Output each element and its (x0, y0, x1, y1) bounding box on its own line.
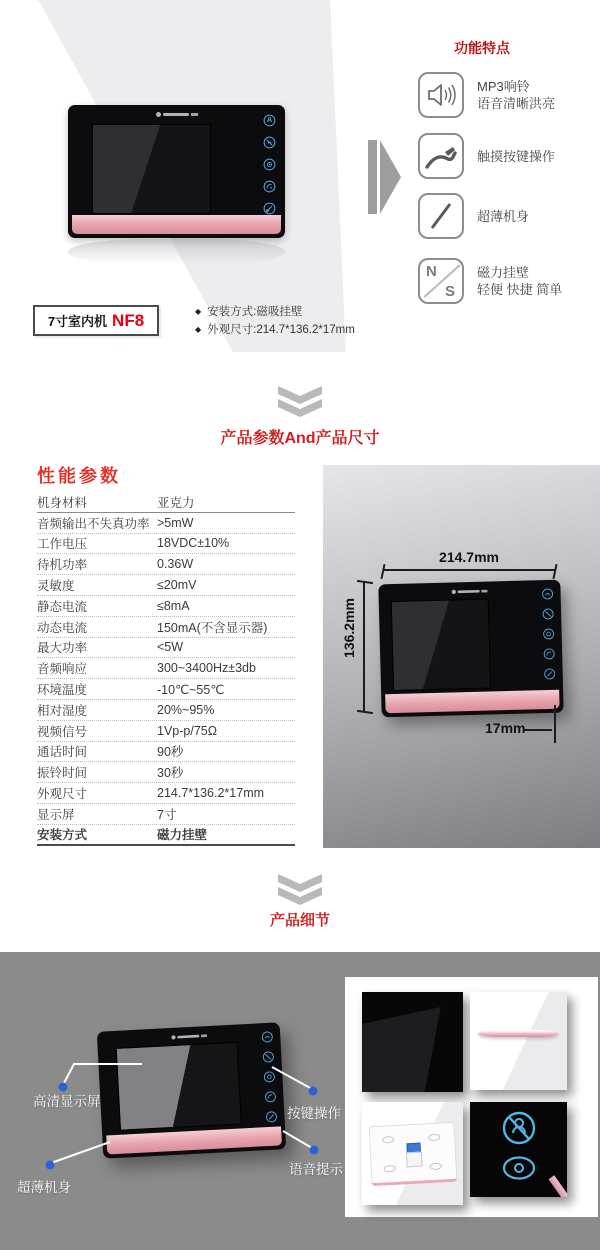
depth-dimension-label: 17mm (485, 720, 526, 736)
diamond-bullet-icon: ◆ (195, 307, 202, 316)
spec-label: 安装方式 (37, 828, 88, 843)
spec-value: 1Vp-p/75Ω (157, 723, 218, 738)
spec-value: 亚克力 (157, 495, 195, 510)
touch-button-column (261, 1031, 278, 1124)
back-panel (368, 1122, 457, 1186)
specs-title: 性能参数 (37, 466, 121, 486)
specs-table (37, 492, 295, 846)
callout-label-voice: 语音提示 (289, 1162, 343, 1177)
spec-value: -10℃~55℃ (157, 682, 225, 697)
bullet-line (195, 321, 355, 339)
double-chevron-down-icon (277, 386, 323, 418)
section-title-params: 产品参数And产品尺寸 (220, 430, 380, 447)
spec-label: 动态电流 (37, 620, 88, 635)
spec-label: 工作电压 (37, 537, 88, 552)
spec-label: 静态电流 (37, 599, 88, 614)
spec-row (37, 617, 295, 638)
spec-row (37, 700, 295, 721)
touch-button-column (263, 114, 276, 215)
monitor-touch-icon (263, 1071, 276, 1084)
spec-value: 18VDC±10% (157, 536, 230, 551)
height-dimension-label: 136.2mm (341, 598, 357, 658)
magnet-n-letter: N (426, 263, 437, 280)
magnet-ns-icon (418, 258, 464, 304)
mute-touch-icon (542, 608, 554, 620)
callout-label-screen: 高清显示屏 (33, 1094, 101, 1109)
device-screen (391, 599, 491, 692)
width-dimension-label: 214.7mm (439, 549, 499, 565)
spec-value: ≤20mV (157, 578, 197, 593)
diamond-bullet-icon: ◆ (195, 325, 202, 334)
spec-row (37, 596, 295, 617)
spec-label: 相对湿度 (37, 703, 88, 718)
feature-text (477, 208, 529, 225)
spec-row (37, 721, 295, 742)
model-code: NF8 (112, 310, 145, 330)
brand-logo (171, 1034, 207, 1040)
spec-row (37, 762, 295, 783)
spec-row (37, 825, 295, 846)
spec-row (37, 783, 295, 804)
unlock-touch-icon (541, 588, 553, 600)
monitor-touch-icon (542, 628, 554, 640)
spec-label: 机身材料 (37, 495, 88, 510)
mute-touch-icon (263, 136, 276, 149)
spec-label: 待机功率 (37, 558, 88, 573)
feature-item-slim (418, 193, 529, 239)
talk-touch-icon (543, 648, 555, 660)
dimension-figure (323, 465, 600, 848)
spec-row (37, 534, 295, 555)
key-touch-icon (263, 202, 276, 215)
talk-touch-icon (264, 1091, 277, 1104)
spec-value: 20%~95% (157, 702, 215, 717)
spec-value: 7寸 (157, 807, 177, 822)
key-touch-icon (544, 668, 556, 680)
key-touch-icon (265, 1111, 278, 1124)
touch-icons-closeup-photo (470, 1102, 567, 1197)
unlock-touch-icon (261, 1031, 274, 1044)
dimension-device-photo (378, 580, 563, 718)
feature-text (477, 78, 555, 112)
spec-row (37, 742, 295, 763)
model-name: 7寸室内机 (47, 314, 108, 329)
touch-hand-icon (418, 133, 464, 179)
talk-touch-icon (263, 180, 276, 193)
model-label-box (33, 305, 159, 336)
spec-label: 音频响应 (37, 662, 88, 677)
spec-row (37, 492, 295, 513)
features-title: 功能特点 (454, 40, 510, 56)
spec-value: 150mA(不含显示器) (157, 620, 268, 635)
feature-line: 磁力挂壁 (477, 265, 530, 280)
pink-base (72, 215, 281, 234)
screen-closeup-photo (362, 992, 463, 1092)
feature-text (477, 148, 555, 165)
unlock-touch-icon (263, 114, 276, 127)
feature-line: MP3响铃 (477, 79, 530, 94)
feature-item-touch (418, 133, 555, 179)
brand-logo (452, 589, 488, 594)
brand-logo (156, 112, 198, 117)
spec-label: 外观尺寸 (37, 787, 88, 802)
spec-value: 30秒 (157, 766, 184, 781)
spec-row (37, 804, 295, 825)
spec-label: 最大功率 (37, 641, 88, 656)
back-panel-photo (362, 1102, 463, 1205)
spec-label: 灵敏度 (37, 579, 75, 594)
bullet-line (195, 303, 355, 321)
magnet-s-letter: S (444, 283, 455, 300)
spec-label: 显示屏 (37, 807, 75, 822)
spec-value: 214.7*136.2*17mm (157, 786, 265, 801)
spec-value: 300~3400Hz±3db (157, 661, 256, 676)
spec-row (37, 575, 295, 596)
feature-line: 触摸按键操作 (477, 148, 556, 164)
detail-device-photo (97, 1022, 286, 1158)
detail-photo-panel (345, 977, 598, 1217)
feature-text (477, 264, 562, 298)
spec-row (37, 679, 295, 700)
hero-bullets (195, 303, 355, 339)
spec-label: 音频输出不失真功率 (37, 516, 150, 531)
device-reflection (68, 239, 285, 265)
spec-row (37, 513, 295, 534)
feature-item-magnet (418, 258, 562, 304)
callout-label-slim: 超薄机身 (17, 1180, 71, 1195)
touch-button-column (541, 588, 555, 680)
monitor-touch-icon (263, 158, 276, 171)
double-chevron-down-icon (277, 874, 323, 906)
bullet-text: 安装方式:磁吸挂壁 (207, 306, 303, 318)
spec-value: ≤8mA (157, 598, 190, 613)
spec-label: 环境温度 (37, 683, 88, 698)
speaker-icon (418, 72, 464, 118)
feature-line: 轻便 快捷 简单 (477, 282, 563, 297)
height-dimension-line (363, 582, 365, 712)
spec-value: 90秒 (157, 745, 184, 760)
hero-device-photo (68, 105, 285, 238)
spec-value: >5mW (157, 515, 194, 530)
arrow-bar (368, 140, 377, 214)
device-side-profile (478, 1030, 559, 1037)
device-screen (92, 124, 211, 214)
connector-slot (406, 1152, 423, 1168)
device-screen (116, 1042, 242, 1131)
arrow-right-icon (380, 140, 401, 214)
spec-row (37, 554, 295, 575)
slim-side-photo (470, 992, 567, 1090)
spec-row (37, 658, 295, 679)
feature-line: 语音清晰洪亮 (477, 96, 556, 111)
pink-base (106, 1126, 282, 1154)
bullet-text: 外观尺寸:214.7*136.2*17mm (207, 324, 355, 336)
section-title-details: 产品细节 (269, 912, 330, 929)
depth-dimension-line (554, 705, 556, 743)
feature-item-mp3 (418, 72, 555, 118)
spec-label: 通话时间 (37, 745, 88, 760)
callout-label-buttons: 按键操作 (287, 1106, 341, 1121)
spec-label: 视频信号 (37, 724, 88, 739)
spec-value: 0.36W (157, 557, 194, 572)
spec-value: 磁力挂壁 (157, 828, 208, 843)
mute-touch-icon (262, 1051, 275, 1064)
feature-line: 超薄机身 (477, 208, 530, 224)
slim-body-icon (418, 193, 464, 239)
pink-base (385, 690, 559, 714)
width-dimension-line (383, 569, 555, 571)
spec-row (37, 638, 295, 659)
spec-label: 振铃时间 (37, 766, 88, 781)
depth-dimension-dash (524, 729, 552, 731)
spec-value: <5W (157, 640, 184, 655)
